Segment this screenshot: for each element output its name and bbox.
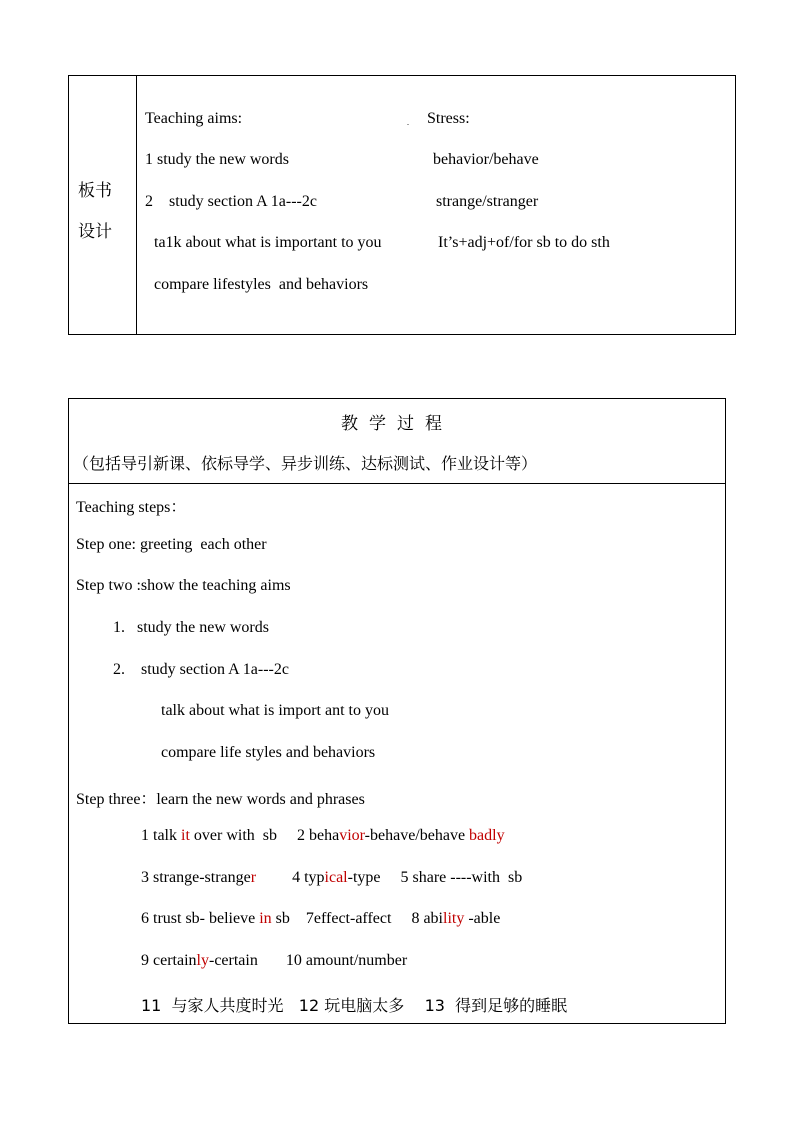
aim-line-4: compare lifestyles and behaviors xyxy=(154,276,369,293)
process-header-cell xyxy=(69,399,725,484)
vocab-text: -certain 10 amount/number xyxy=(208,952,408,969)
vocab-text: -behave/behave xyxy=(364,827,470,844)
vocab-text: 4 typ xyxy=(256,869,325,886)
vocab-highlight: in xyxy=(259,910,272,927)
step-two-item-1: 1. study the new words xyxy=(113,619,269,636)
vocab-row-2 xyxy=(141,869,522,887)
process-subtitle: （包括导引新课、依标导学、异步训练、达标测试、作业设计等） xyxy=(73,454,538,473)
vocab-row-4 xyxy=(141,952,407,970)
step-one: Step one: greeting each other xyxy=(76,536,267,553)
vocab-text: 1 talk xyxy=(141,827,181,844)
vocab-highlight: vior xyxy=(339,827,365,844)
aim-line-2: 2 study section A 1a---2c xyxy=(145,193,317,210)
board-label-line2: 设计 xyxy=(78,222,112,242)
vocab-text: sb 7effect-affect 8 abi xyxy=(271,910,443,927)
step-two-item-2: 2. study section A 1a---2c xyxy=(113,661,289,678)
vocab-highlight: badly xyxy=(469,827,505,844)
step-three: Step three：learn the new words and phrases xyxy=(76,791,365,808)
stress-line-1: behavior/behave xyxy=(433,151,539,168)
steps-heading: Teaching steps： xyxy=(76,499,187,516)
vocab-text: 6 trust sb- believe xyxy=(141,910,260,927)
step-two-item-2a: talk about what is import ant to you xyxy=(161,702,389,719)
process-title: 教学过程 xyxy=(341,414,453,434)
vocab-highlight: lity xyxy=(443,910,465,927)
vocab-highlight: ical xyxy=(324,869,348,886)
board-label-line1: 板书 xyxy=(78,181,112,201)
aim-line-1: 1 study the new words xyxy=(145,151,289,168)
vocab-highlight: it xyxy=(181,827,190,844)
step-two: Step two :show the teaching aims xyxy=(76,577,291,594)
stress-line-2: strange/stranger xyxy=(436,193,539,210)
vocab-text: over with sb 2 beha xyxy=(189,827,340,844)
teaching-process-table xyxy=(68,398,726,1024)
vocab-highlight: r xyxy=(250,869,257,886)
vocab-highlight: ly xyxy=(196,952,209,969)
vocab-text: -type 5 share ----with sb xyxy=(347,869,523,886)
vocab-text: -able xyxy=(464,910,501,927)
stress-heading: Stress: xyxy=(427,110,470,127)
step-two-item-2b: compare life styles and behaviors xyxy=(161,744,376,761)
stress-line-3: It’s+adj+of/for sb to do sth xyxy=(438,234,610,251)
vocab-text: 3 strange-strange xyxy=(141,869,251,886)
aim-line-3: ta1k about what is important to you xyxy=(154,234,382,251)
vocab-row-3 xyxy=(141,910,500,928)
board-design-table xyxy=(68,75,736,335)
board-design-label-cell xyxy=(69,76,137,334)
teaching-aims-heading: Teaching aims: xyxy=(145,110,243,127)
vocab-row-1 xyxy=(141,827,505,845)
vocab-text: 9 certain xyxy=(141,952,197,969)
vocab-row-5: 11 与家人共度时光 12 玩电脑太多 13 得到足够的睡眠 xyxy=(141,996,568,1015)
stray-dot: . xyxy=(407,118,409,127)
process-body-cell xyxy=(69,484,725,1023)
board-design-content-cell xyxy=(137,76,735,334)
